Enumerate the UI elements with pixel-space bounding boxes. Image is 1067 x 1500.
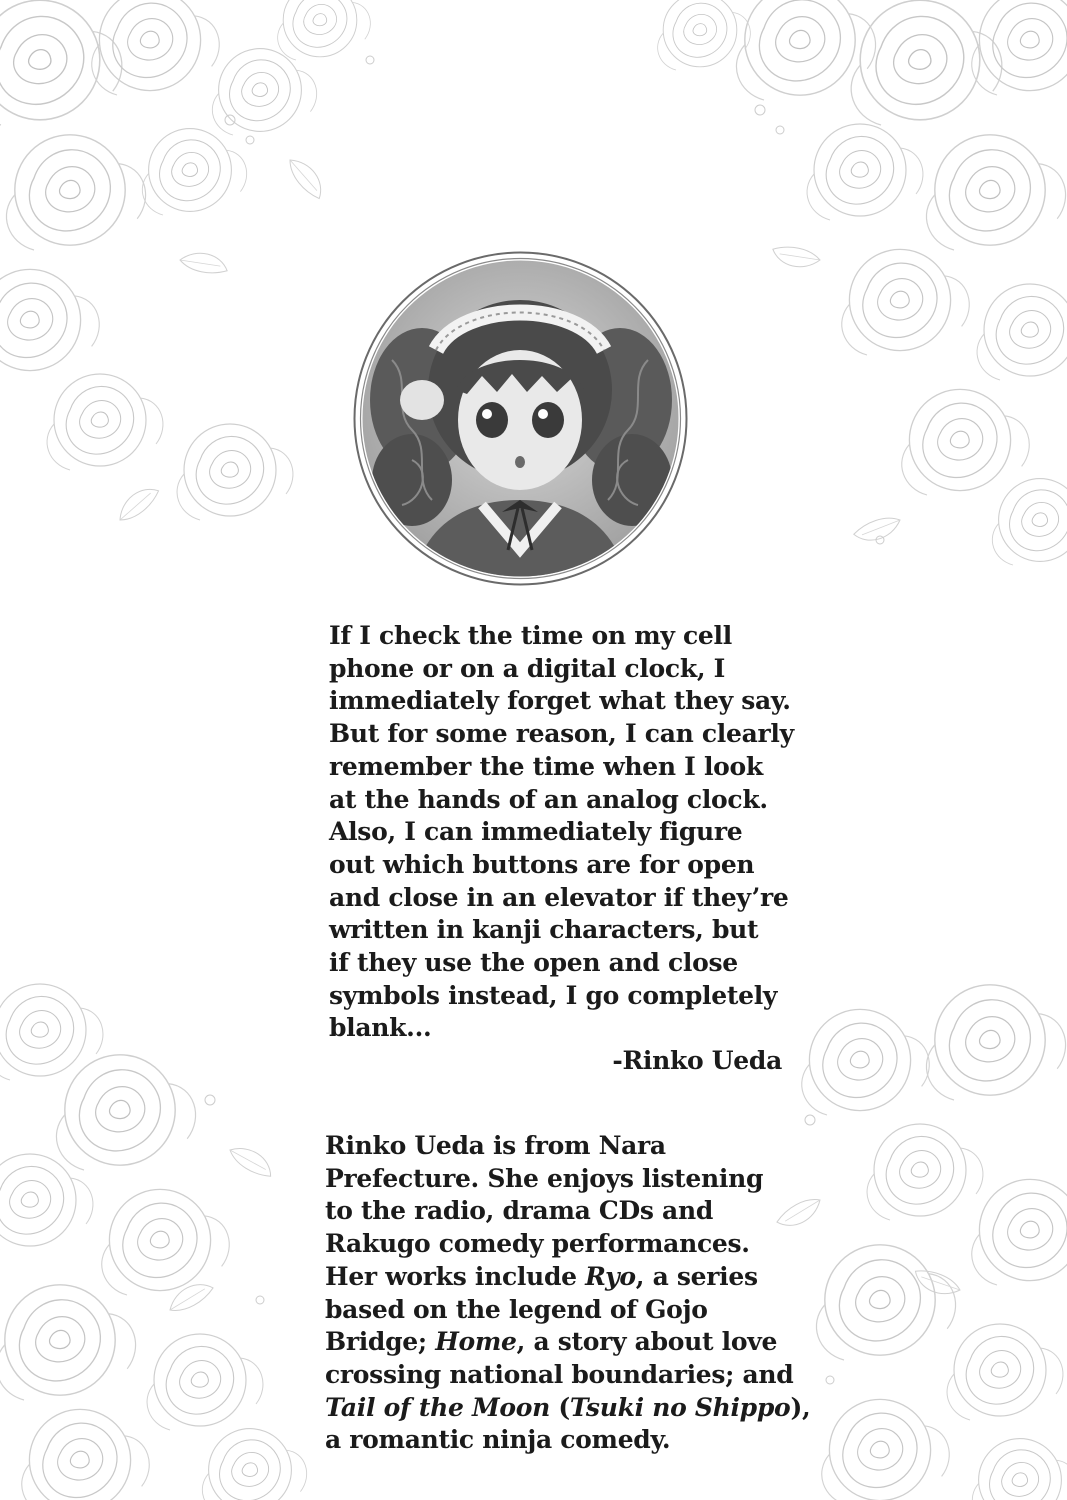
quote-line: out which buttons are for open	[329, 849, 755, 879]
bio-text: , a story about love	[516, 1327, 778, 1357]
quote-line: written in kanji characters, but	[329, 915, 759, 945]
work-title-tsuki-no-shippo: Tsuki no Shippo	[569, 1392, 791, 1422]
quote-line: remember the time when I look	[329, 751, 763, 781]
bio-text: ),	[790, 1392, 811, 1422]
quote-line: But for some reason, I can clearly	[329, 719, 794, 749]
quote-line: Also, I can immediately figure	[329, 817, 743, 847]
author-biography	[325, 1130, 811, 1457]
quote-line: and close in an elevator if they’re	[329, 882, 789, 912]
bio-line: based on the legend of Gojo	[325, 1294, 708, 1324]
quote-signature: -Rinko Ueda	[612, 1046, 782, 1075]
bio-line: Rakugo comedy performances.	[325, 1229, 750, 1259]
quote-line: at the hands of an analog clock.	[329, 784, 768, 814]
bio-line: Prefecture. She enjoys listening	[325, 1163, 764, 1193]
author-quote	[329, 620, 799, 1045]
bio-line: crossing national boundaries; and	[325, 1359, 794, 1389]
work-title-tail-of-the-moon: Tail of the Moon	[325, 1392, 550, 1422]
bio-text: (	[549, 1392, 570, 1422]
bio-line	[325, 1392, 811, 1425]
bio-text: Bridge;	[325, 1327, 436, 1357]
quote-line: immediately forget what they say.	[329, 686, 791, 716]
bio-line: a romantic ninja comedy.	[325, 1425, 671, 1455]
work-title-ryo: Ryo	[585, 1261, 636, 1291]
bio-text: Her works include	[325, 1261, 586, 1291]
quote-line: phone or on a digital clock, I	[329, 653, 726, 683]
work-title-home: Home	[435, 1327, 517, 1357]
author-portrait-illustration	[352, 250, 689, 587]
bio-line	[325, 1261, 805, 1294]
quote-line: symbols instead, I go completely	[329, 980, 778, 1010]
quote-line: if they use the open and close	[329, 948, 738, 978]
bio-text: , a series	[635, 1261, 758, 1291]
quote-line: blank...	[329, 1013, 432, 1043]
bio-line: Rinko Ueda is from Nara	[325, 1131, 666, 1160]
bio-line: to the radio, drama CDs and	[325, 1196, 714, 1226]
quote-line: If I check the time on my cell	[329, 621, 732, 650]
bio-line	[325, 1326, 805, 1359]
